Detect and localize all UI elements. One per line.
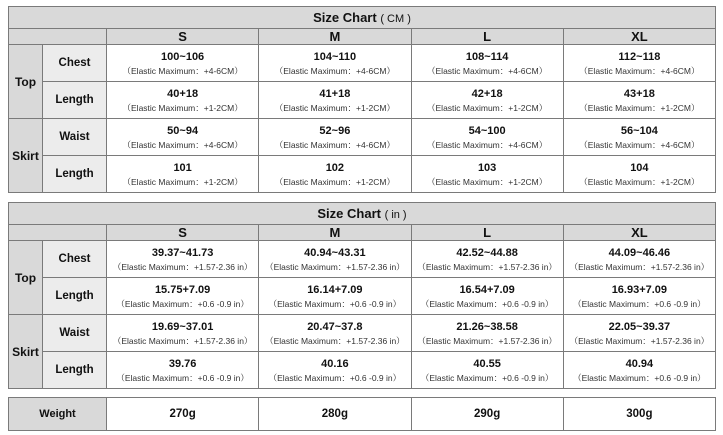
elastic-note: （Elastic Maximum：+4-6CM） bbox=[122, 140, 243, 150]
table-row bbox=[9, 315, 716, 352]
chart-title-cm bbox=[9, 7, 716, 29]
size-value: 22.05~39.37 bbox=[608, 321, 671, 333]
size-value: 16.93+7.09 bbox=[611, 284, 668, 296]
size-value: 16.14+7.09 bbox=[307, 284, 363, 296]
size-cell bbox=[563, 156, 715, 193]
chart-unit: ( in ) bbox=[384, 209, 407, 221]
size-header-s: S bbox=[107, 225, 259, 241]
table-row bbox=[9, 278, 716, 315]
elastic-note: （Elastic Maximum：+0.6 -0.9 in） bbox=[116, 373, 249, 383]
size-header-m: M bbox=[259, 225, 411, 241]
elastic-note: （Elastic Maximum：+0.6 -0.9 in） bbox=[573, 373, 706, 383]
size-cell bbox=[411, 241, 563, 278]
elastic-note: （Elastic Maximum：+1-2CM） bbox=[274, 177, 395, 187]
table-row bbox=[9, 241, 716, 278]
elastic-note: （Elastic Maximum：+1-2CM） bbox=[579, 103, 700, 113]
elastic-note: （Elastic Maximum：+0.6 -0.9 in） bbox=[116, 299, 249, 309]
table-row bbox=[9, 45, 716, 82]
size-value: 40+18 bbox=[167, 88, 199, 100]
size-value: 100~106 bbox=[161, 51, 205, 63]
size-cell bbox=[107, 119, 259, 156]
elastic-note: （Elastic Maximum：+1-2CM） bbox=[427, 103, 548, 113]
size-chart-in bbox=[8, 202, 716, 389]
size-cell bbox=[259, 45, 411, 82]
table-row bbox=[9, 398, 716, 431]
size-cell bbox=[563, 241, 715, 278]
size-value: 104~110 bbox=[313, 51, 357, 63]
size-header-l: L bbox=[411, 225, 563, 241]
elastic-note: （Elastic Maximum：+1.57-2.36 in） bbox=[417, 262, 557, 272]
size-value: 40.94 bbox=[625, 358, 654, 370]
size-cell bbox=[411, 156, 563, 193]
elastic-note: （Elastic Maximum：+0.6 -0.9 in） bbox=[268, 299, 402, 309]
size-value: 39.37~41.73 bbox=[151, 247, 214, 259]
table-row bbox=[9, 156, 716, 193]
weight-value: 280g bbox=[259, 398, 411, 431]
size-value: 103 bbox=[477, 162, 497, 174]
measure-label: Length bbox=[43, 156, 107, 193]
size-value: 112~118 bbox=[618, 51, 661, 63]
header-blank bbox=[9, 29, 107, 45]
elastic-note: （Elastic Maximum：+1.57-2.36 in） bbox=[265, 336, 405, 346]
size-value: 40.16 bbox=[321, 358, 349, 370]
size-cell bbox=[563, 278, 715, 315]
elastic-note: （Elastic Maximum：+4-6CM） bbox=[427, 140, 548, 150]
elastic-note: （Elastic Maximum：+1-2CM） bbox=[274, 103, 395, 113]
chart-title-in bbox=[9, 203, 716, 225]
size-cell bbox=[563, 315, 715, 352]
size-cell bbox=[107, 156, 259, 193]
size-header-xl: XL bbox=[563, 225, 715, 241]
size-value: 39.76 bbox=[168, 358, 197, 370]
header-blank bbox=[9, 225, 107, 241]
elastic-note: （Elastic Maximum：+0.6 -0.9 in） bbox=[573, 299, 706, 309]
elastic-note: （Elastic Maximum：+4-6CM） bbox=[274, 140, 395, 150]
elastic-note: （Elastic Maximum：+0.6 -0.9 in） bbox=[420, 373, 554, 383]
size-value: 56~104 bbox=[620, 125, 658, 137]
size-cell bbox=[107, 45, 259, 82]
size-value: 42.52~44.88 bbox=[456, 247, 518, 259]
chart-unit: ( CM ) bbox=[380, 13, 411, 25]
chart-title-text: Size Chart bbox=[317, 206, 381, 221]
elastic-note: （Elastic Maximum：+0.6 -0.9 in） bbox=[268, 373, 402, 383]
weight-label: Weight bbox=[9, 398, 107, 431]
size-value: 101 bbox=[173, 162, 192, 174]
group-label-top: Top bbox=[9, 241, 43, 315]
elastic-note: （Elastic Maximum：+1.57-2.36 in） bbox=[417, 336, 557, 346]
size-cell bbox=[411, 315, 563, 352]
elastic-note: （Elastic Maximum：+1-2CM） bbox=[122, 103, 243, 113]
size-cell bbox=[411, 45, 563, 82]
size-cell bbox=[563, 352, 715, 389]
size-header-l: L bbox=[411, 29, 563, 45]
size-cell bbox=[563, 119, 715, 156]
elastic-note: （Elastic Maximum：+1.57-2.36 in） bbox=[112, 336, 253, 346]
weight-value: 290g bbox=[411, 398, 563, 431]
elastic-note: （Elastic Maximum：+1.57-2.36 in） bbox=[265, 262, 405, 272]
measure-label: Chest bbox=[43, 241, 107, 278]
group-label-skirt: Skirt bbox=[9, 315, 43, 389]
group-label-skirt: Skirt bbox=[9, 119, 43, 193]
elastic-note: （Elastic Maximum：+4-6CM） bbox=[579, 140, 700, 150]
elastic-note: （Elastic Maximum：+1.57-2.36 in） bbox=[112, 262, 253, 272]
size-cell bbox=[259, 315, 411, 352]
elastic-note: （Elastic Maximum：+1-2CM） bbox=[579, 177, 700, 187]
size-header-xl: XL bbox=[563, 29, 715, 45]
size-cell bbox=[259, 156, 411, 193]
size-value: 104 bbox=[630, 162, 649, 174]
measure-label: Chest bbox=[43, 45, 107, 82]
size-cell bbox=[107, 352, 259, 389]
elastic-note: （Elastic Maximum：+1.57-2.36 in） bbox=[569, 336, 710, 346]
elastic-note: （Elastic Maximum：+0.6 -0.9 in） bbox=[420, 299, 554, 309]
measure-label: Length bbox=[43, 352, 107, 389]
size-cell bbox=[259, 82, 411, 119]
size-value: 16.54+7.09 bbox=[459, 284, 515, 296]
measure-label: Length bbox=[43, 82, 107, 119]
elastic-note: （Elastic Maximum：+4-6CM） bbox=[427, 66, 548, 76]
size-cell bbox=[259, 352, 411, 389]
elastic-note: （Elastic Maximum：+1-2CM） bbox=[122, 177, 243, 187]
size-cell bbox=[107, 241, 259, 278]
chart-title-text: Size Chart bbox=[313, 10, 377, 25]
size-value: 41+18 bbox=[319, 88, 351, 100]
size-cell bbox=[107, 315, 259, 352]
group-label-top: Top bbox=[9, 45, 43, 119]
size-cell bbox=[411, 352, 563, 389]
table-row bbox=[9, 352, 716, 389]
size-cell bbox=[411, 278, 563, 315]
size-cell bbox=[411, 119, 563, 156]
size-value: 21.26~38.58 bbox=[456, 321, 518, 333]
size-value: 40.94~43.31 bbox=[304, 247, 366, 259]
size-cell bbox=[563, 82, 715, 119]
weight-table bbox=[8, 397, 716, 431]
size-header-m: M bbox=[259, 29, 411, 45]
size-chart-cm bbox=[8, 6, 716, 193]
table-row bbox=[9, 119, 716, 156]
measure-label: Waist bbox=[43, 315, 107, 352]
size-value: 54~100 bbox=[468, 125, 506, 137]
table-row bbox=[9, 82, 716, 119]
size-cell bbox=[411, 82, 563, 119]
size-header-s: S bbox=[107, 29, 259, 45]
size-value: 43+18 bbox=[623, 88, 655, 100]
measure-label: Length bbox=[43, 278, 107, 315]
size-cell bbox=[259, 119, 411, 156]
elastic-note: （Elastic Maximum：+4-6CM） bbox=[274, 66, 395, 76]
size-value: 102 bbox=[325, 162, 345, 174]
size-value: 42+18 bbox=[471, 88, 503, 100]
weight-value: 300g bbox=[563, 398, 715, 431]
size-value: 15.75+7.09 bbox=[154, 284, 211, 296]
elastic-note: （Elastic Maximum：+1.57-2.36 in） bbox=[569, 262, 710, 272]
size-value: 50~94 bbox=[167, 125, 199, 137]
size-value: 52~96 bbox=[319, 125, 351, 137]
size-value: 19.69~37.01 bbox=[151, 321, 214, 333]
size-value: 108~114 bbox=[465, 51, 509, 63]
size-cell bbox=[107, 82, 259, 119]
elastic-note: （Elastic Maximum：+1-2CM） bbox=[427, 177, 548, 187]
elastic-note: （Elastic Maximum：+4-6CM） bbox=[579, 66, 700, 76]
size-value: 40.55 bbox=[473, 358, 501, 370]
size-value: 20.47~37.8 bbox=[307, 321, 363, 333]
elastic-note: （Elastic Maximum：+4-6CM） bbox=[122, 66, 243, 76]
measure-label: Waist bbox=[43, 119, 107, 156]
size-cell bbox=[259, 241, 411, 278]
size-cell bbox=[259, 278, 411, 315]
size-value: 44.09~46.46 bbox=[608, 247, 671, 259]
size-cell bbox=[107, 278, 259, 315]
weight-value: 270g bbox=[107, 398, 259, 431]
size-cell bbox=[563, 45, 715, 82]
